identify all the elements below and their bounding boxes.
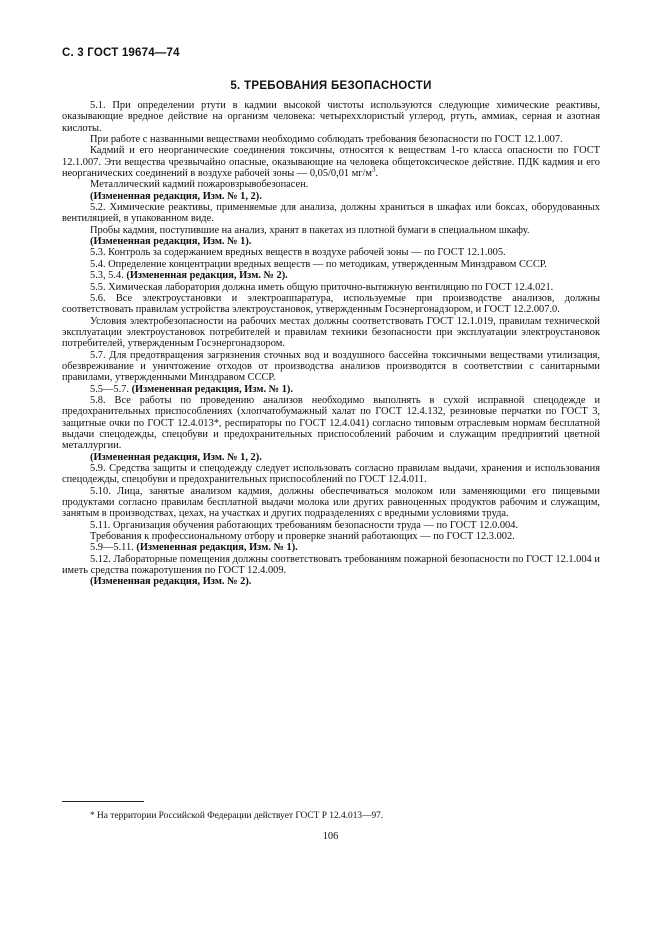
paragraph-text: 5.6. Все электроустановки и электроаппаратура, используемые при производстве анализов, должны соответствовать правилам устройства электроустановок, утвержденным Госэнергонадзором, и ГОСТ 12.2.007.0. — [62, 292, 600, 316]
paragraph-tail: . — [375, 168, 379, 180]
amendment-note — [62, 542, 600, 553]
clause-range: 5.5—5.7. — [90, 383, 132, 395]
paragraph-text: 5.1. При определении ртути в кадмии высокой чистоты используются следующие химические реактивы, оказывающие вредное действие на организм человека: четыреххлористый углерод, ртуть, аммиак, серная и азотная кислоты. — [62, 100, 600, 134]
paragraph-text: (Измененная редакция, Изм. № 2). — [90, 576, 252, 588]
paragraph — [62, 100, 600, 134]
amendment-note — [62, 576, 600, 587]
paragraph-text: Кадмий и его неорганические соединения токсичны, относятся к веществам 1-го класса опасности по ГОСТ 12.1.007. Эти вещества чрезвычайно опасные, оказывающие на человека общетоксическое действие. ПДК кадмия и его неорганических соединений в воздухе рабочей зоны — 0,05/0,01 мг/м — [62, 145, 600, 180]
paragraph-text: 5.3. Контроль за содержанием вредных веществ в воздухе рабочей зоны — по ГОСТ 12.1.005. — [90, 247, 506, 259]
paragraph-text: Условия электробезопасности на рабочих местах должны соответствовать ГОСТ 12.1.019, правилам технической эксплуатации электроустановок потребителей и правилам техники безопасности при эксплуатации электроустановок потребителей, утвержденным Госэнергонадзором. — [62, 315, 600, 350]
section-title: 5. ТРЕБОВАНИЯ БЕЗОПАСНОСТИ — [230, 80, 432, 92]
paragraph — [62, 225, 600, 236]
paragraph — [62, 554, 600, 577]
amendment-note — [62, 270, 600, 281]
paragraph-text: 5.9. Средства защиты и спецодежду следует использовать согласно правилам выдачи, хранения и использования спецодежды, спецобуви и предохранительных приспособлений по ГОСТ 12.4.011. — [62, 463, 600, 486]
paragraph-text: При работе с названными веществами необходимо соблюдать требования безопасности по ГОСТ 12.1.007. — [90, 134, 563, 146]
paragraph-text: (Измененная редакция, Изм. № 1, 2). — [90, 451, 262, 463]
paragraph-text: Металлический кадмий пожаровзрывобезопасен. — [90, 179, 309, 191]
paragraph-text: 5.2. Химические реактивы, применяемые для анализа, должны храниться в шкафах или боксах, оборудованных вентиляцией, в упакованном виде. — [62, 202, 600, 225]
clause-range: 5.3, 5.4. — [90, 270, 127, 282]
paragraph — [62, 350, 600, 384]
paragraph — [62, 202, 600, 225]
paragraph-text: (Измененная редакция, Изм. № 1, 2). — [90, 190, 262, 202]
amendment-note — [62, 236, 600, 247]
amendment-note — [62, 384, 600, 395]
paragraph — [62, 134, 600, 145]
footnote-separator — [62, 801, 144, 802]
paragraph-text: Требования к профессиональному отбору и проверке знаний работающих — по ГОСТ 12.3.002. — [90, 531, 515, 543]
paragraph-text: (Измененная редакция, Изм. № 2). — [126, 270, 288, 282]
section-body — [62, 100, 600, 588]
paragraph — [62, 179, 600, 190]
paragraph — [62, 520, 600, 531]
paragraph-text: 5.12. Лабораторные помещения должны соответствовать требованиям пожарной безопасности по ГОСТ 12.1.004 и иметь средства пожаротушения по ГОСТ 12.4.009. — [62, 553, 600, 577]
paragraph — [62, 316, 600, 350]
paragraph-text: (Измененная редакция, Изм. № 1). — [90, 236, 252, 248]
paragraph-text: 5.4. Определение концентрации вредных веществ — по методикам, утвержденным Минздравом СССР. — [90, 258, 547, 270]
paragraph — [62, 395, 600, 452]
paragraph — [62, 463, 600, 486]
paragraph-text: 5.7. Для предотвращения загрязнения сточных вод и воздушного бассейна токсичными веществами утилизация, обезвреживание и уничтожение отходов от производства анализов производятся в соответствии с санитарными правилами, утвержденными Минздравом СССР. — [62, 349, 600, 384]
paragraph-text: 5.10. Лица, занятые анализом кадмия, должны обеспечиваться молоком или заменяющими его пищевыми продуктами согласно правилам бесплатной выдачи молока или других равноценных продуктов рабочим и служащим, занятым в производствах, цехах, на участках и других подразделениях с вредными условиями труда. — [62, 485, 600, 520]
page-header: С. 3 ГОСТ 19674—74 — [62, 47, 180, 59]
superscript: 3 — [372, 165, 376, 174]
paragraph-text: 5.8. Все работы по проведению анализов необходимо выполнять в сухой исправной спецодежде и предохранительных приспособлениях (хлопчатобумажный халат по ГОСТ 12.4.132, резиновые перчатки по ГОСТ 3, защитные очки по ГОСТ 12.4.013*, респираторы по ГОСТ 12.4.041) согласно типовым отраслевым нормам бесплатной выдачи спецодежды, спецобуви и предохранительных приспособлений рабочим и служащим предприятий цветной металлургии. — [62, 394, 600, 452]
footnote: * На территории Российской Федерации действует ГОСТ Р 12.4.013—97. — [90, 811, 384, 821]
paragraph-text: (Измененная редакция, Изм. № 1). — [136, 542, 298, 554]
paragraph-text: 5.5. Химическая лаборатория должна иметь общую приточно-вытяжную вентиляцию по ГОСТ 12.4.021. — [90, 281, 554, 293]
paragraph-text: 5.11. Организация обучения работающих требованиям безопасности труда — по ГОСТ 12.0.004. — [90, 519, 519, 531]
paragraph-text: Пробы кадмия, поступившие на анализ, хранят в пакетах из плотной бумаги в специальном шкафу. — [90, 224, 530, 236]
paragraph — [62, 259, 600, 270]
paragraph — [62, 247, 600, 258]
paragraph — [62, 531, 600, 542]
page-number: 106 — [322, 831, 339, 842]
paragraph — [62, 293, 600, 316]
clause-range: 5.9—5.11. — [90, 542, 137, 554]
paragraph — [62, 145, 600, 179]
paragraph-text: (Измененная редакция, Изм. № 1). — [131, 383, 293, 395]
paragraph — [62, 282, 600, 293]
paragraph — [62, 486, 600, 520]
amendment-note — [62, 452, 600, 463]
amendment-note — [62, 191, 600, 202]
